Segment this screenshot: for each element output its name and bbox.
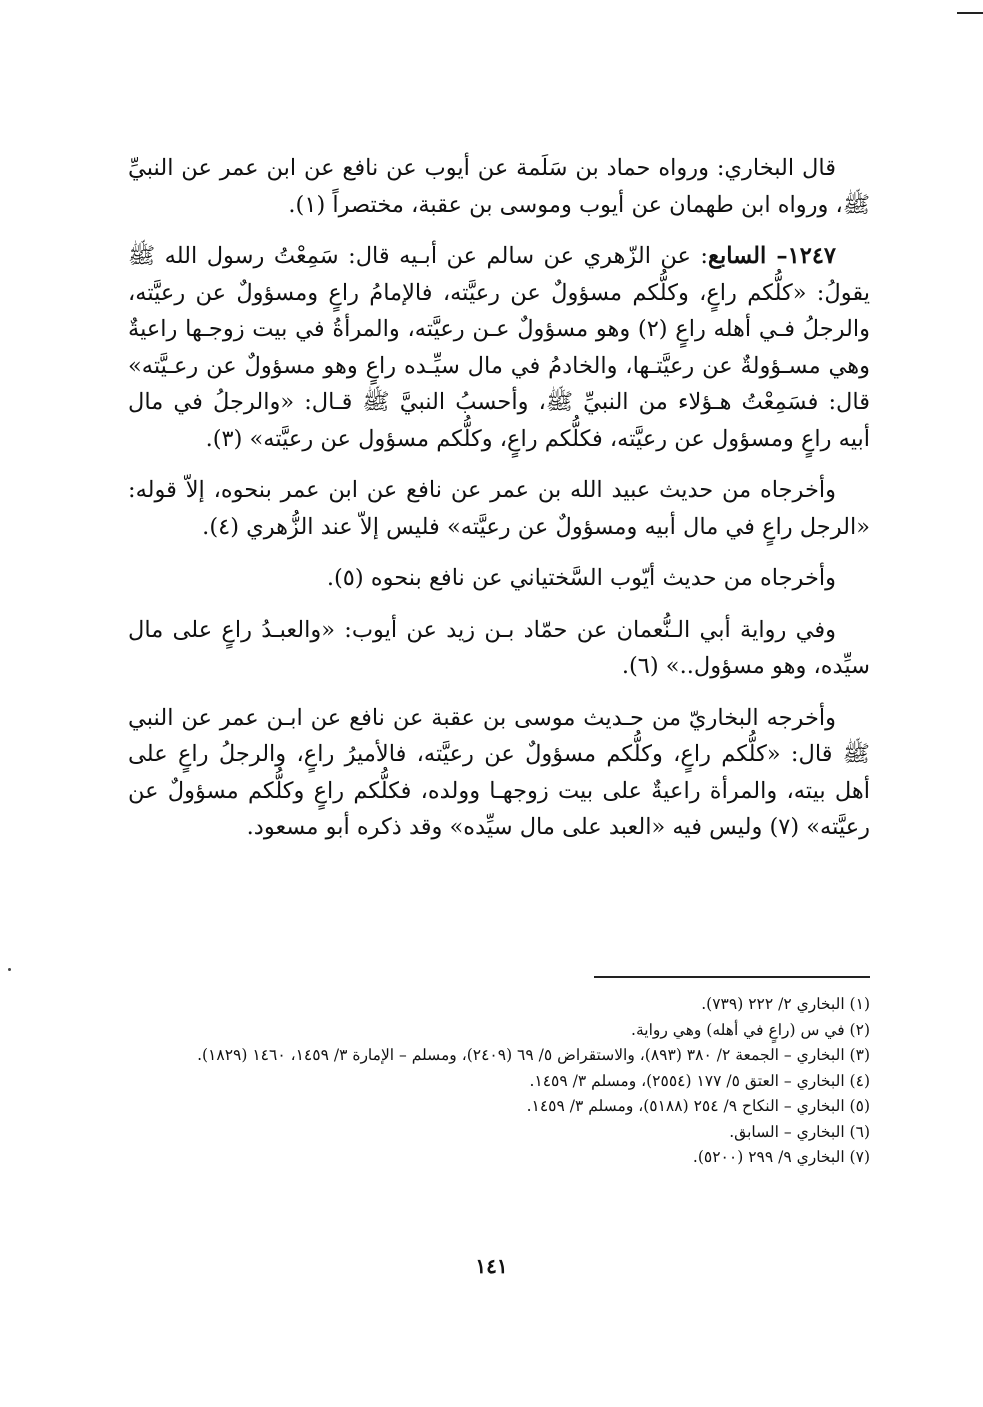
paragraph-3: [128, 472, 870, 545]
paragraph-4: [128, 560, 870, 597]
scan-margin-dot: [8, 968, 11, 971]
paragraph-6: [128, 700, 870, 846]
footnote-4: [128, 1069, 870, 1095]
footnote-6: [128, 1120, 870, 1146]
paragraph-hadith-1247: [128, 238, 870, 457]
footnotes: [128, 976, 870, 1171]
footnote-1: [128, 992, 870, 1018]
footnote-text: (٢) في س (راعٍ في أهله) وهي رواية.: [631, 1020, 870, 1039]
footnote-2: [128, 1018, 870, 1044]
paragraph-text: وفي رواية أبي الـنُّعمان عن حمّاد بـن زيد عن أيوب: «والعبـدُ راعٍ على مال سيِّده، وهو مسؤول..» (٦).: [128, 616, 870, 679]
paragraph-text: وأخرجه البخاريّ من حـديث موسى بن عقبة عن نافع عن ابـن عمر عن النبي ﷺ قال: «كلُّكم راعٍ، وكلُّكم مسؤولٌ عن رعيَّته، فالأميرُ راعٍ، والرجلُ راعٍ على أهل بيته، والمرأة راعيةٌ على بيت زوجهـا وولده، فكلُّكم راعٍ وكلُّكم مسؤولٌ عن رعيَّته» (٧) وليس فيه «العبد على مال سيِّده» وقد ذكره أبو مسعود.: [128, 704, 870, 840]
footnote-text: (١) البخاري ٢/ ٢٢٢ (٧٣٩).: [701, 995, 870, 1013]
footnote-list: [128, 976, 870, 1171]
footnote-text: (٤) البخاري – العتق ٥/ ١٧٧ (٢٥٥٤)، ومسلم ٣/ ١٤٥٩.: [529, 1071, 870, 1090]
footnote-text: (٧) البخاري ٩/ ٢٩٩ (٥٢٠٠).: [692, 1148, 870, 1166]
paragraph-text: وأخرجاه من حديث أيّوب السَّختياني عن نافع بنحوه (٥).: [326, 565, 836, 591]
paragraph-5: [128, 612, 870, 685]
footnote-3: [128, 1043, 870, 1069]
footnote-text: (٦) البخاري – السابق.: [729, 1122, 870, 1141]
footnote-text: (٥) البخاري – النكاح ٩/ ٢٥٤ (٥١٨٨)، ومسلم ٣/ ١٤٥٩.: [526, 1097, 870, 1115]
footnote-text: (٣) البخاري – الجمعة ٢/ ٣٨٠ (٨٩٣)، والاستقراض ٥/ ٦٩ (٢٤٠٩)، ومسلم – الإمارة ٣/ ١٤٥٩، ١٤٦٠ (١٨٢٩).: [197, 1046, 870, 1064]
paragraph-1: [128, 150, 870, 223]
footnote-7: [128, 1145, 870, 1171]
footnote-5: [128, 1094, 870, 1120]
paragraph-text: قال البخاري: ورواه حماد بن سَلَمة عن أيوب عن نافع عن ابن عمر عن النبيِّ ﷺ، ورواه ابن طهمان عن أيوب وموسى بن عقبة، مختصراً (١).: [128, 155, 870, 218]
paragraph-text: وأخرجاه من حديث عبيد الله بن عمر عن نافع عن ابن عمر بنحوه، إلاّ قوله: «الرجل راعٍ في مال أبيه ومسؤولٌ عن رعيَّته» فليس إلاّ عند الزُّهري (٤).: [128, 477, 870, 540]
main-text: [128, 150, 870, 861]
hadith-number-heading: ١٢٤٧– السابع: [708, 243, 837, 269]
scan-corner-mark: [957, 12, 983, 14]
paragraph-text: : عن الزّهري عن سالم عن أبـيه قال: سَمِعْتُ رسول الله ﷺ يقولُ: «كلُّكم راعٍ، وكلُّكم مسؤولٌ عن رعيَّته، فالإمامُ راعٍ ومسؤولٌ عن رعيَّته، والرجلُ فـي أهله راعٍ (٢) وهو مسؤولٌ عـن رعيَّته، والمرأةُ في بيت زوجـها راعيةٌ وهي مسـؤولةٌ عن رعيَّتـها، والخادمُ في مال سيِّـده راعٍ وهو مسؤولٌ عن رعـيَّته» قال: فسَمِعْتُ هـؤلاء من النبيِّ ﷺ، وأحسبُ النبيَّ ﷺ قـال: «والرجلُ في مال أبيه راعٍ ومسؤول عن رعيَّته، فكلُّكم راعٍ، وكلُّكم مسؤول عن رعيَّته» (٣).: [128, 243, 870, 452]
page-number: ١٤١: [475, 1254, 508, 1278]
